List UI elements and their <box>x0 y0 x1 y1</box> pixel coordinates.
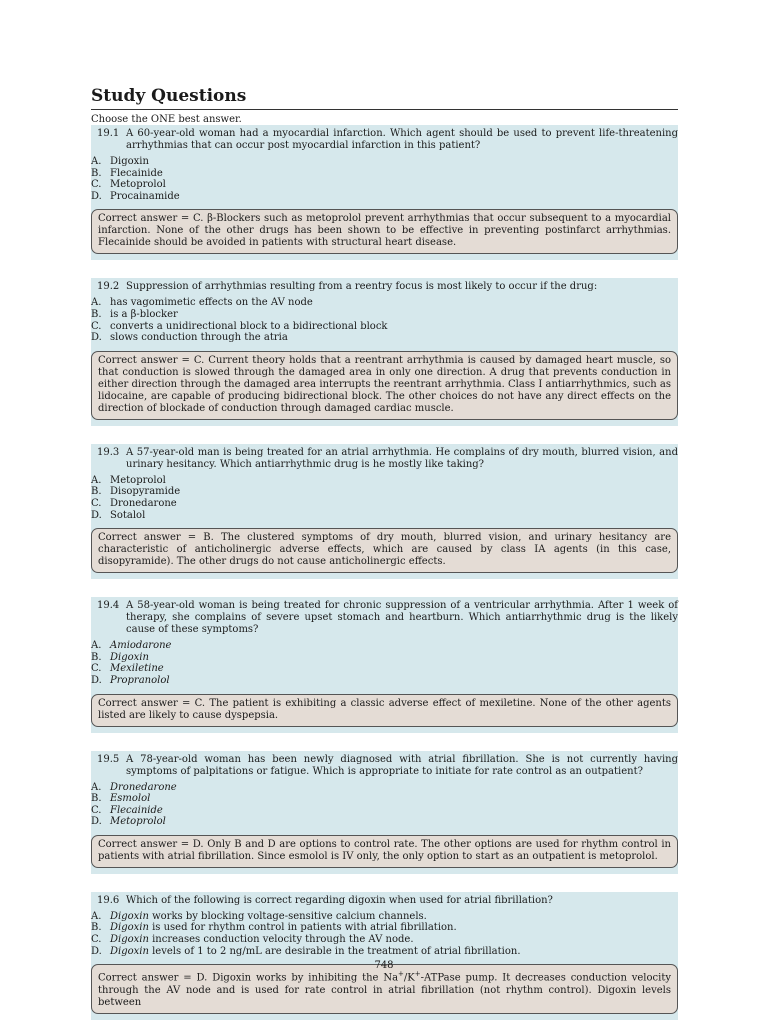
option-b[interactable] <box>91 168 678 180</box>
option-letter: D. <box>91 816 102 828</box>
option-text: Procainamide <box>110 190 180 202</box>
option-text: Metoprolol <box>110 179 166 191</box>
option-text: Dronedarone <box>110 497 177 509</box>
option-d[interactable] <box>91 675 678 687</box>
option-letter: A. <box>91 640 102 652</box>
option-list <box>91 297 678 343</box>
question-stem <box>91 128 678 152</box>
option-letter: C. <box>91 497 102 509</box>
question-number: 19.5 <box>97 753 120 765</box>
question-text: A 60-year-old woman had a myocardial infarction. Which agent should be used to prevent life-threatening arrhythmias that can occur post myocardial infarction in this patient? <box>126 128 678 151</box>
question-number: 19.1 <box>97 128 120 139</box>
option-letter: A. <box>91 474 102 486</box>
superscript-plus: + <box>398 970 404 979</box>
question-stem <box>91 281 678 293</box>
option-letter: C. <box>91 804 102 816</box>
question-19-6 <box>91 892 678 1020</box>
option-b[interactable] <box>91 652 678 664</box>
option-text: Sotalol <box>110 509 146 521</box>
option-d[interactable] <box>91 510 678 522</box>
answer-box: Correct answer = D. Only B and D are options to control rate. The other options are used for rhythm control in patients with atrial fibrillation. Since esmolol is IV only, the only option to start as an outpatient is metoprolol. <box>91 835 678 868</box>
question-gap <box>91 579 678 597</box>
instruction-text: Choose the ONE best answer. <box>91 114 242 125</box>
option-a[interactable] <box>91 475 678 487</box>
option-letter: D. <box>91 674 102 686</box>
study-questions-page <box>91 86 678 1020</box>
drug-term: Digoxin <box>110 945 149 957</box>
option-c[interactable] <box>91 934 678 946</box>
option-letter: A. <box>91 781 102 793</box>
question-19-1 <box>91 125 678 260</box>
question-stem <box>91 754 678 778</box>
option-c[interactable] <box>91 805 678 817</box>
option-list <box>91 782 678 828</box>
option-letter: A. <box>91 297 102 309</box>
option-letter: A. <box>91 156 102 167</box>
option-text: Metoprolol <box>110 474 166 486</box>
question-number: 19.2 <box>97 281 120 293</box>
option-letter: B. <box>91 486 102 498</box>
question-number: 19.3 <box>97 446 120 458</box>
option-d[interactable] <box>91 946 678 958</box>
question-text: Suppression of arrhythmias resulting from a reentry focus is most likely to occur if the drug: <box>126 281 598 293</box>
option-text: works by blocking voltage-sensitive calcium channels. <box>148 910 427 922</box>
option-d[interactable] <box>91 332 678 344</box>
option-text: Metoprolol <box>110 816 166 828</box>
question-19-2 <box>91 278 678 425</box>
option-text: increases conduction velocity through the AV node. <box>148 934 414 946</box>
option-list <box>91 156 678 202</box>
option-text: converts a unidirectional block to a bidirectional block <box>110 320 388 332</box>
option-letter: B. <box>91 308 102 320</box>
drug-term: Digoxin <box>110 922 149 934</box>
option-text: has vagomimetic effects on the AV node <box>110 297 313 309</box>
option-letter: C. <box>91 663 102 675</box>
option-text: Propranolol <box>110 674 170 686</box>
page-number: 748 <box>374 960 394 971</box>
option-letter: B. <box>91 167 102 179</box>
question-text: A 58-year-old woman is being treated for chronic suppression of a ventricular arrhythmia. After 1 week of therapy, she complains of severe upset stomach and heartburn. Which antiarrhythmic drug is the likely cause of these symptoms? <box>126 600 678 636</box>
option-letter: B. <box>91 651 102 663</box>
question-stem <box>91 447 678 471</box>
option-text: Amiodarone <box>110 640 172 652</box>
option-c[interactable] <box>91 663 678 675</box>
answer-box <box>91 964 678 1013</box>
question-number: 19.4 <box>97 600 120 612</box>
option-b[interactable] <box>91 922 678 934</box>
option-text: slows conduction through the atria <box>110 332 288 344</box>
question-gap <box>91 874 678 892</box>
option-letter: C. <box>91 320 102 332</box>
option-letter: D. <box>91 190 102 202</box>
option-letter: A. <box>91 910 102 922</box>
question-number: 19.6 <box>97 894 120 906</box>
option-a[interactable] <box>91 782 678 794</box>
option-letter: B. <box>91 793 102 805</box>
question-text: A 78-year-old woman has been newly diagnosed with atrial fibrillation. She is not currently having symptoms of palpitations or fatigue. Which is appropriate to initiate for rate control as an outpatient? <box>126 753 678 777</box>
answer-text: /K <box>403 972 415 984</box>
page-title: Study Questions <box>91 86 678 110</box>
question-19-4 <box>91 597 678 732</box>
option-text: levels of 1 to 2 ng/mL are desirable in the treatment of atrial fibrillation. <box>148 945 521 957</box>
option-a[interactable] <box>91 297 678 309</box>
drug-term: Digoxin <box>110 910 149 922</box>
option-list <box>91 640 678 686</box>
option-a[interactable] <box>91 156 678 168</box>
option-c[interactable] <box>91 179 678 191</box>
option-b[interactable] <box>91 793 678 805</box>
option-d[interactable] <box>91 191 678 203</box>
option-c[interactable] <box>91 498 678 510</box>
question-text: Which of the following is correct regarding digoxin when used for atrial fibrillation? <box>126 894 553 906</box>
option-b[interactable] <box>91 309 678 321</box>
option-letter: D. <box>91 945 102 957</box>
answer-box: Correct answer = C. β-Blockers such as metoprolol prevent arrhythmias that occur subsequent to a myocardial infarction. None of the other drugs has been shown to be effective in preventing postinfarct arrhythmias. Flecainide should be avoided in patients with structural heart disease. <box>91 209 678 254</box>
option-b[interactable] <box>91 486 678 498</box>
question-19-5 <box>91 751 678 874</box>
option-letter: D. <box>91 509 102 521</box>
option-letter: D. <box>91 332 102 344</box>
option-text: Digoxin <box>110 651 149 663</box>
option-text: Flecainide <box>110 804 163 816</box>
option-letter: C. <box>91 179 102 191</box>
option-text: Disopyramide <box>110 486 181 498</box>
option-c[interactable] <box>91 321 678 333</box>
option-text: Flecainide <box>110 167 163 179</box>
question-gap <box>91 260 678 278</box>
drug-term: Digoxin <box>110 934 149 946</box>
question-text: A 57-year-old man is being treated for an atrial arrhythmia. He complains of dry mouth, blurred vision, and urinary hesitancy. Which antiarrhythmic drug is he mostly like taking? <box>126 446 678 470</box>
answer-box: Correct answer = C. Current theory holds that a reentrant arrhythmia is caused by damaged heart muscle, so that conduction is slowed through the damaged area in only one direction. A drug that prevents conduction in either direction through the damaged area interrupts the reentrant arrhythmia. Class I antiarrhythmics, such as lidocaine, are capable of producing bidirectional block. The other choices do not have any direct effects on the direction of blockade of conduction through damaged cardiac muscle. <box>91 351 678 420</box>
superscript-plus: + <box>414 970 421 979</box>
question-gap <box>91 426 678 444</box>
question-19-3 <box>91 444 678 579</box>
answer-text: Correct answer = D. Digoxin works by inhibiting the Na <box>98 972 399 984</box>
answer-box: Correct answer = B. The clustered symptoms of dry mouth, blurred vision, and urinary hesitancy are characteristic of anticholinergic adverse effects, which are caused by class IA agents (in this case, disopyramide). The other drugs do not cause anticholinergic effects. <box>91 528 678 573</box>
answer-text: -ATPase pump. It decreases conduction velocity through the AV node and is used for rate control in atrial fibrillation (not rhythm control). Digoxin levels between <box>98 972 671 1008</box>
option-letter: B. <box>91 922 102 934</box>
question-stem <box>91 895 678 907</box>
option-text: Digoxin <box>110 156 149 167</box>
answer-box: Correct answer = C. The patient is exhibiting a classic adverse effect of mexiletine. None of the other agents listed are likely to cause dyspepsia. <box>91 694 678 727</box>
option-a[interactable] <box>91 640 678 652</box>
option-list <box>91 475 678 521</box>
option-text: is used for rhythm control in patients with atrial fibrillation. <box>148 922 457 934</box>
option-list <box>91 911 678 957</box>
option-text: is a β-blocker <box>110 308 178 320</box>
question-stem <box>91 600 678 636</box>
option-a[interactable] <box>91 911 678 923</box>
option-text: Mexiletine <box>110 663 164 675</box>
option-text: Esmolol <box>110 793 151 805</box>
option-text: Dronedarone <box>110 781 177 793</box>
option-d[interactable] <box>91 816 678 828</box>
question-gap <box>91 733 678 751</box>
option-letter: C. <box>91 934 102 946</box>
